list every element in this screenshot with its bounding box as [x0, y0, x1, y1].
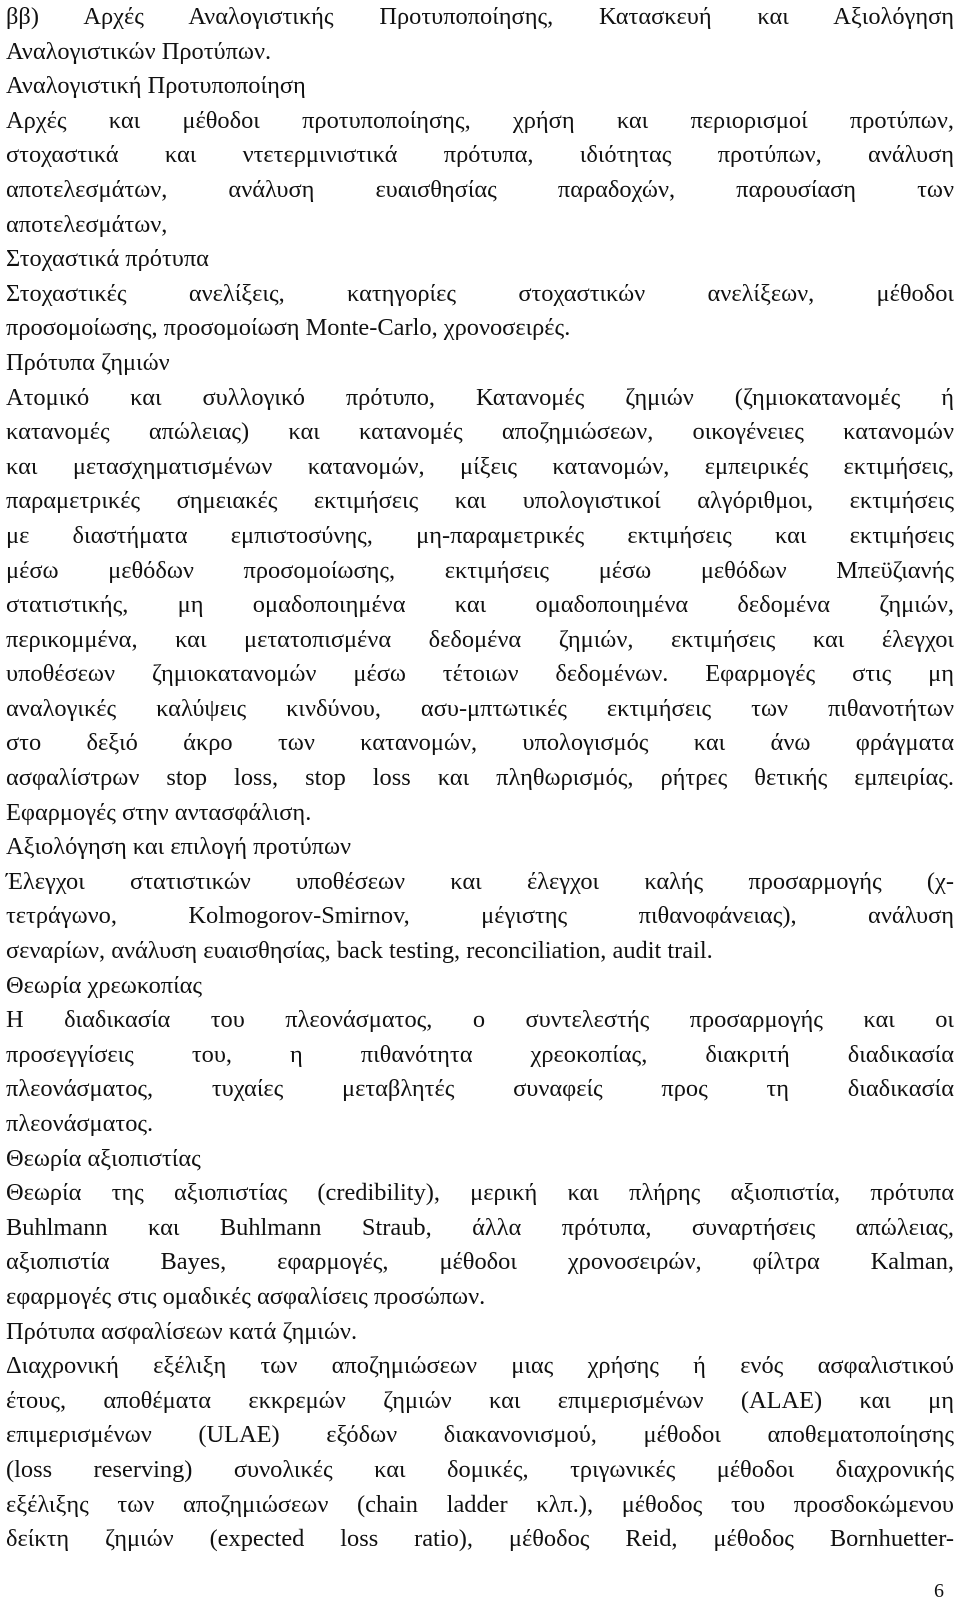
- text-line: περικομμένα, και μετατοπισμένα δεδομένα ζημιών, εκτιμήσεις και έλεγχοι: [6, 625, 954, 653]
- text-line: Θεωρία της αξιοπιστίας (credibility), μερική και πλήρης αξιοπιστία, πρότυπα: [6, 1179, 954, 1207]
- text-line: στο δεξιό άκρο των κατανομών, υπολογισμός και άνω φράγματα: [6, 729, 954, 757]
- text-line: Στοχαστικά πρότυπα: [6, 245, 209, 273]
- text-line: προσομοίωσης, προσομοίωση Monte-Carlo, χρονοσειρές.: [6, 314, 571, 342]
- text-line: Στοχαστικές ανελίξεις, κατηγορίες στοχαστικών ανελίξεων, μέθοδοι: [6, 279, 954, 307]
- text-line: Αναλογιστικών Προτύπων.: [6, 37, 272, 65]
- text-line: Έλεγχοι στατιστικών υποθέσεων και έλεγχοι καλής προσαρμογής (χ-: [6, 867, 954, 895]
- text-line: προσεγγίσεις του, η πιθανότητα χρεοκοπίας, διακριτή διαδικασία: [6, 1040, 954, 1068]
- text-line: εξέλιξης των αποζημιώσεων (chain ladder κλπ.), μέθοδος του προσδοκώμενου: [6, 1490, 954, 1518]
- text-line: Αναλογιστική Προτυποποίηση: [6, 72, 306, 100]
- text-line: υποθέσεων ζημιοκατανομών μέσω τέτοιων δεδομένων. Εφαρμογές στις μη: [6, 660, 954, 688]
- text-line: παραμετρικές σημειακές εκτιμήσεις και υπολογιστικοί αλγόριθμοι, εκτιμήσεις: [6, 487, 954, 515]
- text-line: αποτελεσμάτων, ανάλυση ευαισθησίας παραδοχών, παρουσίαση των: [6, 175, 954, 203]
- text-line: Εφαρμογές στην αντασφάλιση.: [6, 798, 312, 826]
- text-line: Θεωρία αξιοπιστίας: [6, 1144, 201, 1172]
- text-line: τετράγωνο, Kolmogorov-Smirnov, μέγιστης πιθανοφάνειας), ανάλυση: [6, 902, 954, 930]
- text-line: πλεονάσματος.: [6, 1110, 154, 1137]
- text-line: στοχαστικά και ντετερμινιστικά πρότυπα, ιδιότητας προτύπων, ανάλυση: [6, 141, 954, 169]
- text-line: Αξιολόγηση και επιλογή προτύπων: [6, 833, 352, 861]
- text-line: δείκτη ζημιών (expected loss ratio), μέθοδος Reid, μέθοδος Bornhuetter-: [6, 1525, 954, 1553]
- text-line: με διαστήματα εμπιστοσύνης, μη-παραμετρικές εκτιμήσεις και εκτιμήσεις: [6, 521, 954, 549]
- text-line: Πρότυπα ασφαλίσεων κατά ζημιών.: [6, 1317, 358, 1345]
- text-line: Αρχές και μέθοδοι προτυποποίησης, χρήση και περιορισμοί προτύπων,: [6, 106, 954, 134]
- text-line: ββ) Αρχές Αναλογιστικής Προτυποποίησης, Κατασκευή και Αξιολόγηση: [6, 3, 954, 30]
- text-line: αποτελεσμάτων,: [6, 210, 168, 238]
- text-line: Θεωρία χρεωκοπίας: [6, 971, 203, 999]
- text-line: επιμερισμένων (ULAE) εξόδων διακανονισμού, μέθοδοι αποθεματοποίησης: [6, 1421, 954, 1449]
- text-line: Η διαδικασία του πλεονάσματος, ο συντελεστής προσαρμογής και οι: [6, 1006, 954, 1034]
- text-line: αναλογικές καλύψεις κινδύνου, ασυ-μπτωτικές εκτιμήσεις των πιθανοτήτων: [6, 694, 954, 722]
- text-line: έτους, αποθέματα εκκρεμών ζημιών και επιμερισμένων (ALAE) και μη: [6, 1386, 954, 1414]
- text-line: Διαχρονική εξέλιξη των αποζημιώσεων μιας χρήσης ή ενός ασφαλιστικού: [6, 1352, 954, 1380]
- text-line: Πρότυπα ζημιών: [6, 348, 170, 376]
- text-line: πλεονάσματος, τυχαίες μεταβλητές συναφείς προς τη διαδικασία: [6, 1075, 954, 1103]
- text-line: σεναρίων, ανάλυση ευαισθησίας, back testing, reconciliation, audit trail.: [6, 937, 713, 965]
- text-line: Buhlmann και Buhlmann Straub, άλλα πρότυπα, συναρτήσεις απώλειας,: [6, 1213, 954, 1241]
- page-number: 6: [934, 1580, 944, 1602]
- text-line: στατιστικής, μη ομαδοποιημένα και ομαδοποιημένα δεδομένα ζημιών,: [6, 591, 954, 619]
- text-line: ασφαλίστρων stop loss, stop loss και πληθωρισμός, ρήτρες θετικής εμπειρίας.: [6, 764, 954, 792]
- text-line: κατανομές απώλειας) και κατανομές αποζημιώσεων, οικογένειες κατανομών: [6, 418, 954, 446]
- text-line: μέσω μεθόδων προσομοίωσης, εκτιμήσεις μέσω μεθόδων Μπεϋζιανής: [6, 556, 954, 584]
- text-line: και μετασχηματισμένων κατανομών, μίξεις κατανομών, εμπειρικές εκτιμήσεις,: [6, 452, 954, 480]
- text-line: Ατομικό και συλλογικό πρότυπο, Κατανομές ζημιών (ζημιοκατανομές ή: [6, 383, 954, 411]
- text-line: αξιοπιστία Bayes, εφαρμογές, μέθοδοι χρονοσειρών, φίλτρα Kalman,: [6, 1248, 954, 1276]
- document-body: [6, 0, 954, 1557]
- text-line: (loss reserving) συνολικές και δομικές, τριγωνικές μέθοδοι διαχρονικής: [6, 1455, 954, 1483]
- text-line: εφαρμογές στις ομαδικές ασφαλίσεις προσώπων.: [6, 1282, 486, 1310]
